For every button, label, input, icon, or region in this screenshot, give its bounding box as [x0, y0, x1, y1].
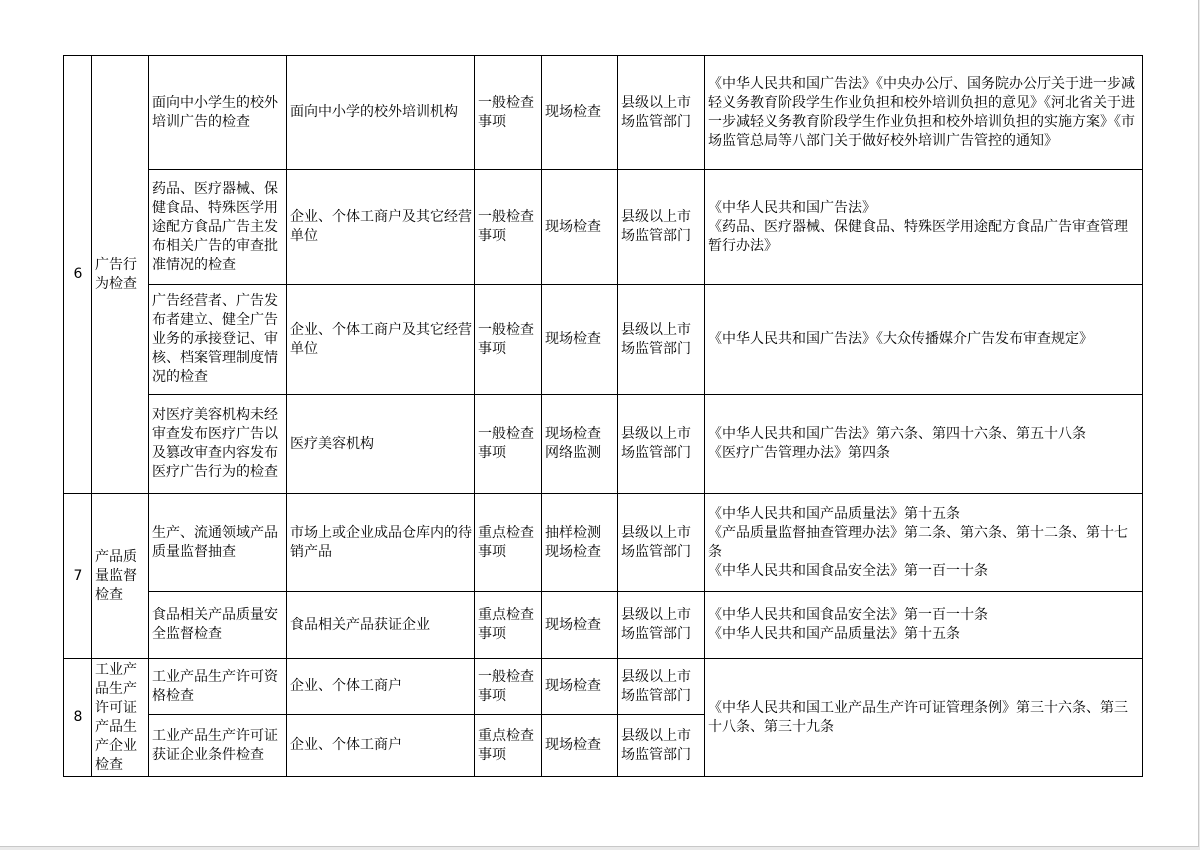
method-cell: 现场检查 — [542, 592, 618, 659]
subject-cell: 县级以上市场监管部门 — [618, 395, 705, 494]
level-cell: 一般检查事项 — [475, 285, 542, 395]
item-cell: 药品、医疗器械、保健食品、特殊医学用途配方食品广告主发布相关广告的审查批准情况的检查 — [149, 170, 287, 285]
item-cell: 生产、流通领域产品质量监督抽查 — [149, 494, 287, 592]
subject-cell: 县级以上市场监管部门 — [618, 285, 705, 395]
method-cell: 现场检查 — [542, 285, 618, 395]
method-cell: 现场检查 — [542, 170, 618, 285]
category-cell: 工业产品生产许可证产品生产企业检查 — [92, 659, 149, 777]
subject-cell: 县级以上市场监管部门 — [618, 715, 705, 777]
target-cell: 企业、个体工商户及其它经营单位 — [287, 285, 475, 395]
level-cell: 重点检查事项 — [475, 494, 542, 592]
inspection-table — [63, 55, 1143, 777]
item-cell: 广告经营者、广告发布者建立、健全广告业务的承接登记、审核、档案管理制度情况的检查 — [149, 285, 287, 395]
item-cell: 面向中小学生的校外培训广告的检查 — [149, 56, 287, 170]
level-cell: 一般检查事项 — [475, 170, 542, 285]
target-cell: 面向中小学的校外培训机构 — [287, 56, 475, 170]
table-row — [64, 56, 1143, 170]
item-cell: 对医疗美容机构未经审查发布医疗广告以及篡改审查内容发布医疗广告行为的检查 — [149, 395, 287, 494]
item-cell: 工业产品生产许可证获证企业条件检查 — [149, 715, 287, 777]
subject-cell: 县级以上市场监管部门 — [618, 592, 705, 659]
method-cell: 现场检查 — [542, 715, 618, 777]
basis-cell: 《中华人民共和国广告法》第六条、第四十六条、第五十八条 《医疗广告管理办法》第四条 — [705, 395, 1143, 494]
level-cell: 重点检查事项 — [475, 715, 542, 777]
method-cell: 抽样检测 现场检查 — [542, 494, 618, 592]
basis-cell: 《中华人民共和国食品安全法》第一百一十条 《中华人民共和国产品质量法》第十五条 — [705, 592, 1143, 659]
basis-cell: 《中华人民共和国广告法》《大众传播媒介广告发布审查规定》 — [705, 285, 1143, 395]
level-cell: 一般检查事项 — [475, 659, 542, 715]
basis-cell: 《中华人民共和国工业产品生产许可证管理条例》第三十六条、第三十八条、第三十九条 — [705, 659, 1143, 777]
basis-cell: 《中华人民共和国广告法》《中央办公厅、国务院办公厅关于进一步减轻义务教育阶段学生作业负担和校外培训负担的意见》《河北省关于进一步减轻义务教育阶段学生作业负担和校外培训负担的实施方案》《市场监管总局等八部门关于做好校外培训广告管控的通知》 — [705, 56, 1143, 170]
method-cell: 现场检查 — [542, 659, 618, 715]
row-number: 8 — [64, 659, 92, 777]
target-cell: 食品相关产品获证企业 — [287, 592, 475, 659]
method-cell: 现场检查 — [542, 56, 618, 170]
level-cell: 一般检查事项 — [475, 56, 542, 170]
table-row — [64, 592, 1143, 659]
target-cell: 市场上或企业成品仓库内的待销产品 — [287, 494, 475, 592]
level-cell: 重点检查事项 — [475, 592, 542, 659]
target-cell: 企业、个体工商户 — [287, 659, 475, 715]
row-number: 7 — [64, 494, 92, 659]
item-cell: 工业产品生产许可资格检查 — [149, 659, 287, 715]
row-number: 6 — [64, 56, 92, 494]
table-row — [64, 285, 1143, 395]
target-cell: 企业、个体工商户及其它经营单位 — [287, 170, 475, 285]
subject-cell: 县级以上市场监管部门 — [618, 659, 705, 715]
target-cell: 医疗美容机构 — [287, 395, 475, 494]
level-cell: 一般检查事项 — [475, 395, 542, 494]
category-cell: 广告行为检查 — [92, 56, 149, 494]
subject-cell: 县级以上市场监管部门 — [618, 494, 705, 592]
table-row — [64, 659, 1143, 715]
subject-cell: 县级以上市场监管部门 — [618, 56, 705, 170]
table-row — [64, 494, 1143, 592]
table-row — [64, 395, 1143, 494]
item-cell: 食品相关产品质量安全监督检查 — [149, 592, 287, 659]
table-row — [64, 170, 1143, 285]
basis-cell: 《中华人民共和国产品质量法》第十五条 《产品质量监督抽查管理办法》第二条、第六条、第十二条、第十七条 《中华人民共和国食品安全法》第一百一十条 — [705, 494, 1143, 592]
method-cell: 现场检查 网络监测 — [542, 395, 618, 494]
basis-cell: 《中华人民共和国广告法》 《药品、医疗器械、保健食品、特殊医学用途配方食品广告审查管理暂行办法》 — [705, 170, 1143, 285]
category-cell: 产品质量监督检查 — [92, 494, 149, 659]
subject-cell: 县级以上市场监管部门 — [618, 170, 705, 285]
target-cell: 企业、个体工商户 — [287, 715, 475, 777]
